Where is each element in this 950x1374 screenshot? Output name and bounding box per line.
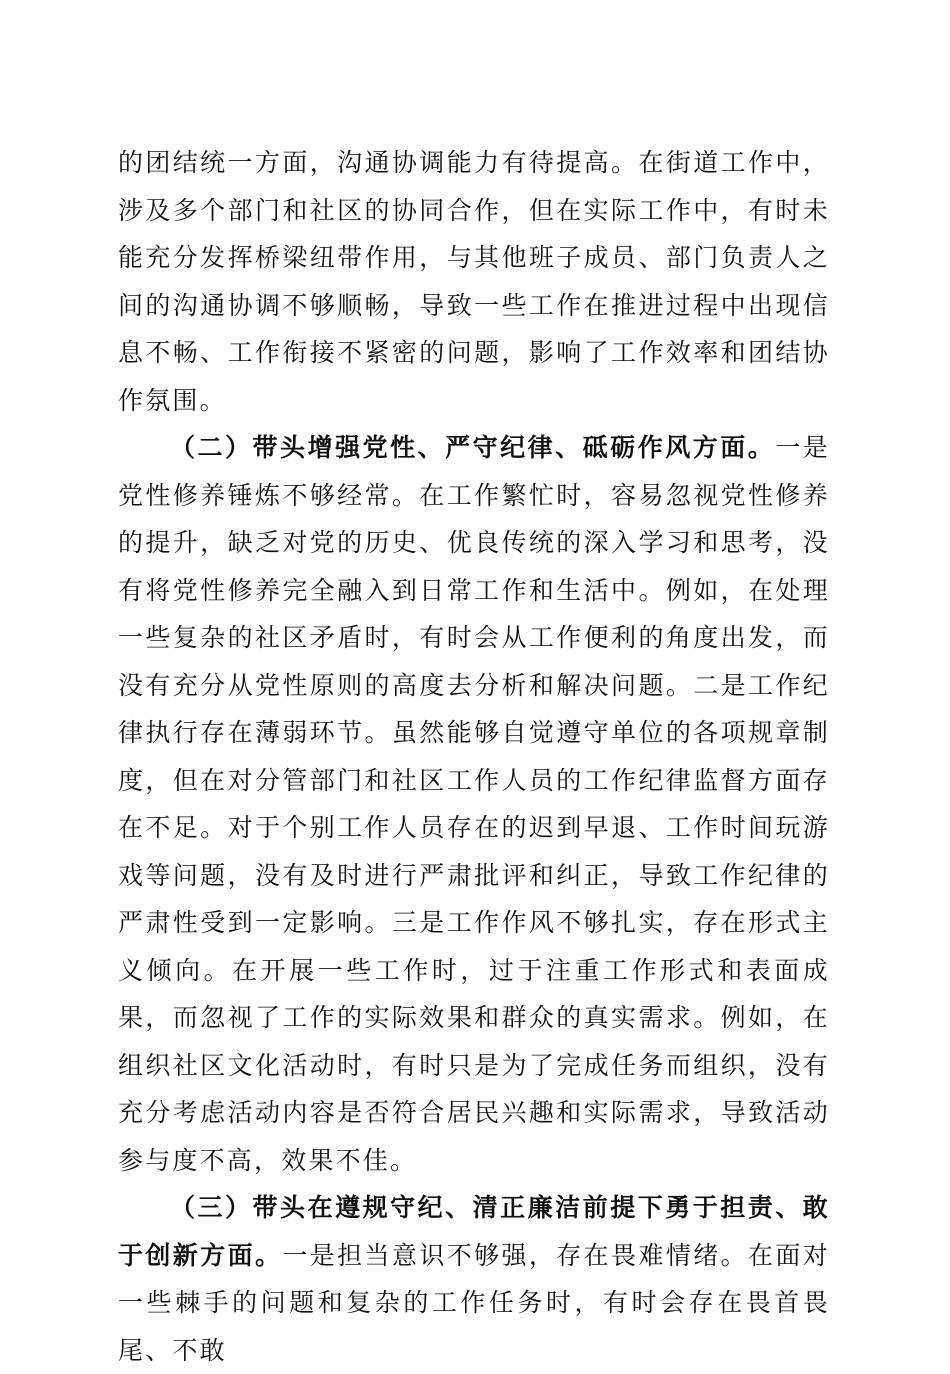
section-three-heading: （三）带头在遵规守纪、清正廉洁前提下勇于担责、敢于创新方面。 bbox=[118, 1193, 830, 1270]
paragraph-section-three bbox=[118, 1184, 830, 1374]
paragraph-1-text: 的团结统一方面，沟通协调能力有待提高。在街道工作中，涉及多个部门和社区的协同合作，但在实际工作中，有时未能充分发挥桥梁纽带作用，与其他班子成员、部门负责人之间的沟通协调不够顺畅，导致一些工作在推进过程中出现信息不畅、工作衔接不紧密的问题，影响了工作效率和团结协作氛围。 bbox=[118, 148, 830, 415]
paragraph-3-text: 一是担当意识不够强，存在畏难情绪。在面对一些棘手的问题和复杂的工作任务时，有时会存在畏首畏尾、不敢 bbox=[118, 1240, 830, 1365]
section-two-heading: （二）带头增强党性、严守纪律、砥砺作风方面。 bbox=[170, 433, 776, 462]
paragraph-continued bbox=[118, 139, 830, 424]
document-body bbox=[118, 139, 830, 1374]
paragraph-section-two bbox=[118, 424, 830, 1184]
paragraph-2-text: 一是党性修养锤炼不够经常。在工作繁忙时，容易忽视党性修养的提升，缺乏对党的历史、优良传统的深入学习和思考，没有将党性修养完全融入到日常工作和生活中。例如，在处理一些复杂的社区矛盾时，有时会从工作便利的角度出发，而没有充分从党性原则的高度去分析和解决问题。二是工作纪律执行存在薄弱环节。虽然能够自觉遵守单位的各项规章制度，但在对分管部门和社区工作人员的工作纪律监督方面存在不足。对于个别工作人员存在的迟到早退、工作时间玩游戏等问题，没有及时进行严肃批评和纠正，导致工作纪律的严肃性受到一定影响。三是工作作风不够扎实，存在形式主义倾向。在开展一些工作时，过于注重工作形式和表面成果，而忽视了工作的实际效果和群众的真实需求。例如，在组织社区文化活动时，有时只是为了完成任务而组织，没有充分考虑活动内容是否符合居民兴趣和实际需求，导致活动参与度不高，效果不佳。 bbox=[118, 433, 830, 1175]
